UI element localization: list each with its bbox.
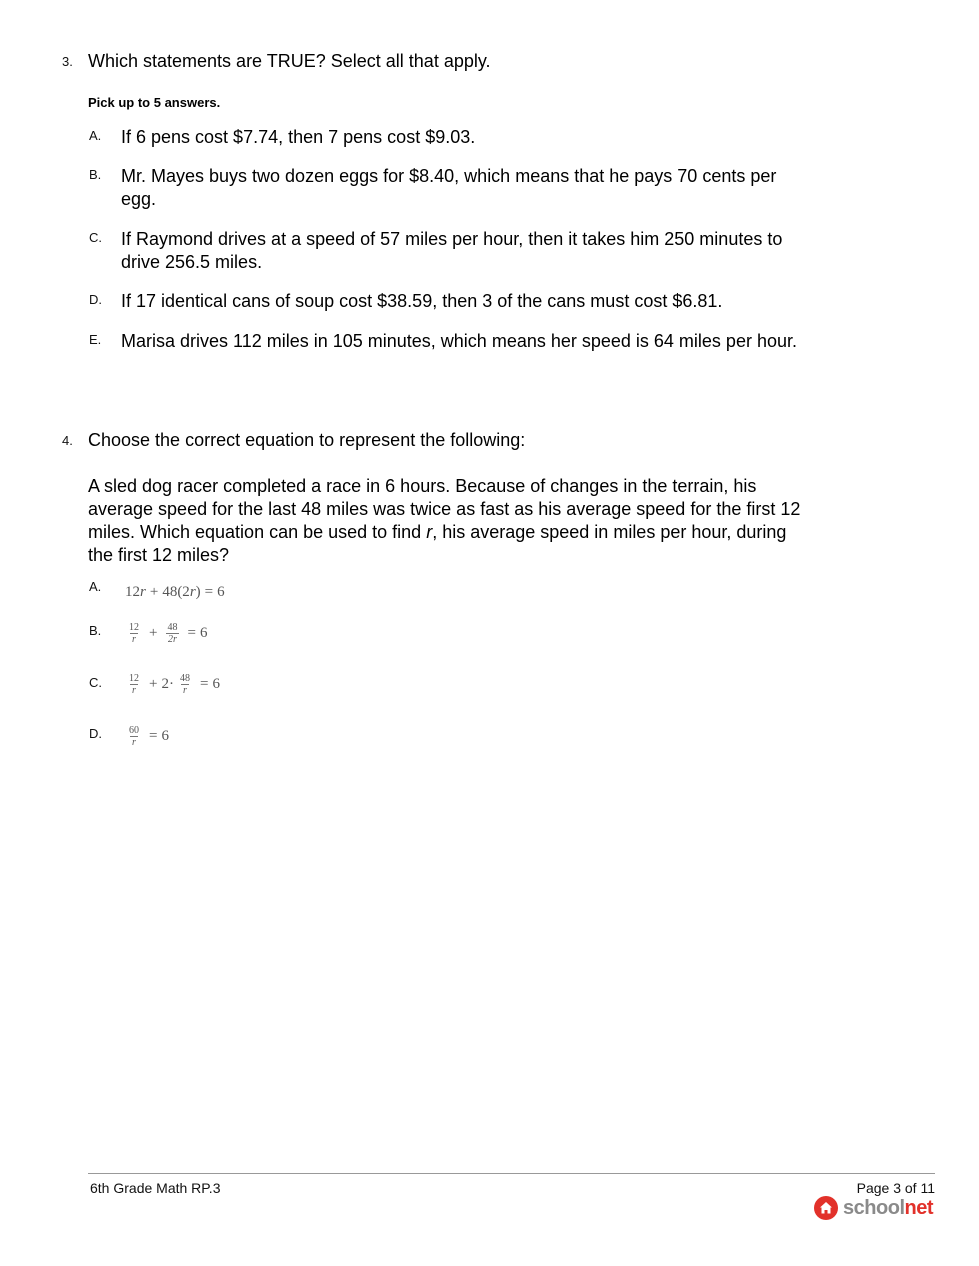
eq-c-den2: r (183, 685, 187, 696)
q3-option-a-letter[interactable]: A. (89, 128, 102, 143)
eq-b-den2: 2r (168, 634, 177, 645)
eq-d-num1: 60 (129, 725, 139, 736)
eq-b-rhs: 6 (199, 625, 208, 641)
passage-part-2: , his average speed in miles per hour, during the first 12 miles? (88, 522, 787, 565)
logo-wordmark (843, 1197, 933, 1220)
logo-wordmark-school: school (843, 1196, 905, 1219)
eq-b-frac2 (165, 622, 179, 645)
eq-d-frac1 (127, 725, 141, 748)
eq-c-num1: 12 (129, 673, 139, 684)
eq-c-den1: r (132, 685, 136, 696)
q3-option-b-letter[interactable]: B. (89, 167, 102, 182)
eq-a-equals: = (204, 584, 214, 600)
q4-option-d-letter[interactable]: D. (89, 726, 102, 741)
house-icon (814, 1196, 838, 1220)
eq-d-rhs: 6 (161, 728, 169, 744)
q4-option-a-equation[interactable] (125, 584, 225, 601)
question-4-prompt: Choose the correct equation to represent the following: (88, 430, 526, 450)
eq-d-den1: r (132, 737, 136, 748)
eq-c-plus: + (149, 676, 158, 692)
q3-option-a-text[interactable]: If 6 pens cost $7.74, then 7 pens cost $9.03. (121, 127, 476, 147)
eq-a-var1: r (140, 584, 146, 600)
q4-option-b-equation[interactable] (123, 622, 207, 645)
q3-option-d-text[interactable]: If 17 identical cans of soup cost $38.59, then 3 of the cans must cost $6.81. (121, 291, 723, 311)
eq-a-close-paren: ) (195, 584, 201, 600)
q3-option-c-text[interactable]: If Raymond drives at a speed of 57 miles per hour, then it takes him 250 minutes to drive 256.5 miles. (121, 229, 783, 272)
question-4-number: 4. (62, 433, 73, 448)
eq-c-frac2 (178, 673, 192, 696)
eq-c-num2: 48 (179, 673, 190, 684)
schoolnet-logo (814, 1196, 933, 1220)
q3-option-e-text[interactable]: Marisa drives 112 miles in 105 minutes, which means her speed is 64 miles per hour. (121, 331, 797, 351)
question-3-prompt: Which statements are TRUE? Select all that apply. (88, 51, 491, 71)
footer-divider (88, 1173, 935, 1174)
q3-option-b-text[interactable]: Mr. Mayes buys two dozen eggs for $8.40, which means that he pays 70 cents per egg. (121, 166, 777, 209)
eq-b-den1: r (132, 634, 136, 645)
question-3-number: 3. (62, 54, 73, 69)
eq-b-equals: = (187, 625, 196, 641)
q3-option-e-letter[interactable]: E. (89, 332, 102, 347)
eq-a-coef1: 12 (125, 584, 140, 600)
eq-a-coef2: 48(2 (162, 584, 190, 600)
q4-option-c-equation[interactable] (123, 673, 220, 696)
eq-c-frac1 (127, 673, 141, 696)
passage-part-1: A sled dog racer completed a race in 6 hours. Because of changes in the terrain, his average speed for the last 48 miles was twice as fast as his average speed for the first 12 miles. Which equation can be used to find (88, 476, 801, 542)
q4-option-b-letter[interactable]: B. (89, 623, 102, 638)
question-4-passage (88, 475, 808, 567)
eq-a-plus: + (149, 584, 159, 600)
eq-d-equals: = (149, 728, 158, 744)
q4-option-a-letter[interactable]: A. (89, 579, 102, 594)
q4-option-c-letter[interactable]: C. (89, 675, 102, 690)
eq-c-coef: 2· (161, 676, 174, 692)
q3-option-d-letter[interactable]: D. (89, 292, 102, 307)
footer-page-number: Page 3 of 11 (856, 1180, 935, 1196)
eq-b-num1: 12 (129, 622, 139, 633)
q3-option-c-letter[interactable]: C. (89, 230, 102, 245)
eq-c-rhs: 6 (212, 676, 220, 692)
eq-b-frac1 (127, 622, 141, 645)
eq-b-plus: + (149, 625, 158, 641)
eq-b-num2: 48 (167, 622, 178, 633)
eq-a-var2: r (189, 584, 196, 600)
eq-a-rhs: 6 (217, 584, 225, 600)
footer-course-title: 6th Grade Math RP.3 (90, 1180, 221, 1196)
eq-c-equals: = (199, 676, 209, 692)
logo-wordmark-net: net (904, 1196, 933, 1219)
q4-option-d-equation[interactable] (123, 725, 169, 748)
passage-variable: r (426, 522, 433, 542)
answer-limit-note: Pick up to 5 answers. (88, 95, 221, 110)
